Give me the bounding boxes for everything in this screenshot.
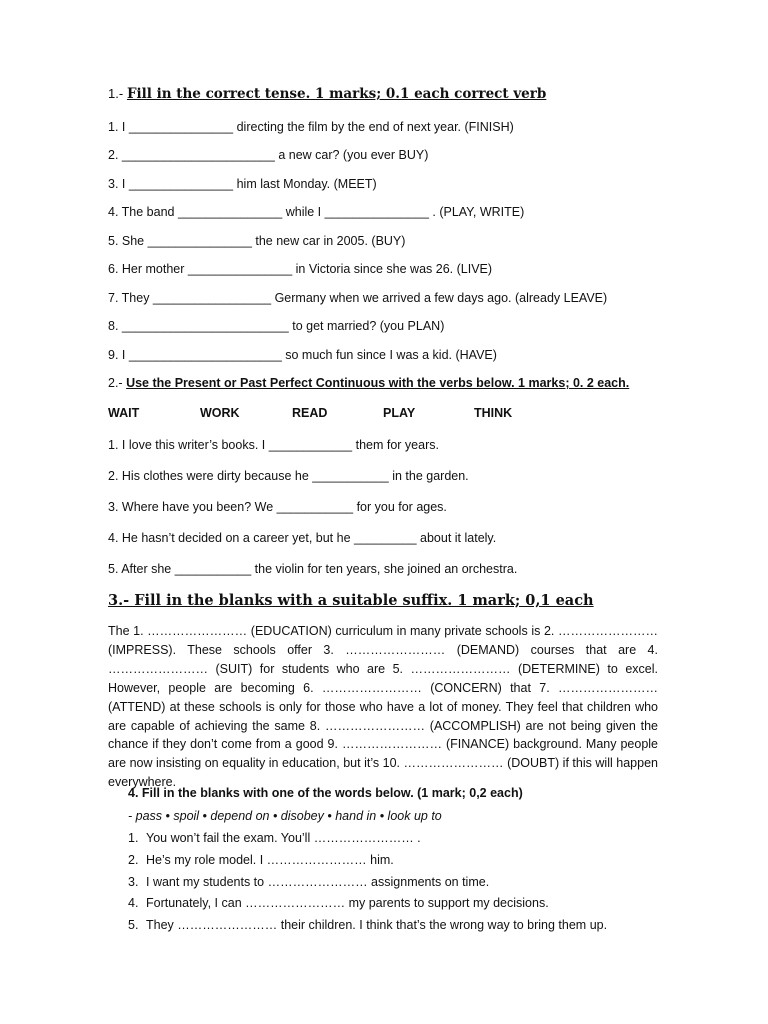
section-3-paragraph: The 1. …………………… (EDUCATION) curriculum in many private schools is 2. …………………… (IMPRESS). These schools offer 3. …………………… (DEMAND) courses that are 4. …………………… (SUIT) for students who are 5. …………………… (DETERMINE) to excel. However, people are becoming 6. …………………… (CONCERN) that 7. …………………… (ATTEND) at these schools is only for those who have a lot of money. They feel that children who are capable of achieving the same 8. …………………… (ACCOMPLISH) are not being given the chance if they don’t come from a good 9. …………………… (FINANCE) background. Many people are now insisting on equality in education, but it’s 10. …………………… (DOUBT) if this will happen everywhere. [108, 624, 658, 790]
list-item-number: 1. [128, 831, 139, 845]
list-item [128, 875, 489, 891]
section-2-number: 2.- [108, 376, 123, 390]
section-1-item: 6. Her mother _______________ in Victoria since she was 26. (LIVE) [108, 262, 493, 276]
word-bank-word: WORK [200, 406, 240, 420]
word-bank-word: WAIT [108, 406, 140, 420]
section-2-item: 4. He hasn’t decided on a career yet, but he _________ about it lately. [108, 531, 497, 545]
section-1-item: 8. ________________________ to get married? (you PLAN) [108, 319, 445, 333]
list-item-number: 2. [128, 853, 139, 867]
section-1-title: Fill in the correct tense. 1 marks; 0.1 each correct verb [126, 86, 547, 102]
section-1-item: 5. She _______________ the new car in 2005. (BUY) [108, 234, 406, 248]
section-1-item: 7. They _________________ Germany when we arrived a few days ago. (already LEAVE) [108, 291, 608, 305]
section-3-title: 3.- Fill in the blanks with a suitable suffix. 1 mark; 0,1 each [108, 592, 594, 609]
section-2-heading [108, 376, 629, 390]
section-1-item: 9. I ______________________ so much fun since I was a kid. (HAVE) [108, 348, 497, 362]
list-item-text: Fortunately, I can …………………… my parents to support my decisions. [146, 896, 549, 910]
section-1-item: 1. I _______________ directing the film by the end of next year. (FINISH) [108, 120, 514, 134]
section-1-item: 3. I _______________ him last Monday. (MEET) [108, 177, 377, 191]
section-1-number: 1.- [108, 86, 124, 101]
list-item-text: I want my students to …………………… assignments on time. [146, 875, 490, 889]
list-item [128, 853, 394, 869]
list-item [128, 831, 421, 847]
list-item-number: 3. [128, 875, 139, 889]
section-4-word-list: - pass • spoil • depend on • disobey • hand in • look up to [128, 809, 442, 823]
list-item-text: They …………………… their children. I think that’s the wrong way to bring them up. [146, 918, 608, 932]
section-2-item: 1. I love this writer’s books. I ____________ them for years. [108, 438, 439, 452]
section-1-item: 2. ______________________ a new car? (you ever BUY) [108, 148, 429, 162]
section-1-heading [108, 86, 546, 102]
section-2-item: 2. His clothes were dirty because he ___________ in the garden. [108, 469, 469, 483]
section-1-item: 4. The band _______________ while I _______________ . (PLAY, WRITE) [108, 205, 525, 219]
list-item [128, 896, 549, 912]
section-2-item: 3. Where have you been? We ___________ for you for ages. [108, 500, 447, 514]
list-item-text: You won’t fail the exam. You’ll …………………… . [146, 831, 421, 845]
word-bank-word: PLAY [383, 406, 416, 420]
section-4-title: 4. Fill in the blanks with one of the words below. (1 mark; 0,2 each) [128, 786, 523, 800]
section-2-item: 5. After she ___________ the violin for ten years, she joined an orchestra. [108, 562, 518, 576]
section-2-title: Use the Present or Past Perfect Continuous with the verbs below. 1 marks; 0. 2 each. [126, 376, 630, 390]
verb-word-bank [108, 406, 628, 422]
word-bank-word: THINK [474, 406, 513, 420]
list-item-text: He’s my role model. I …………………… him. [146, 853, 394, 867]
list-item-number: 5. [128, 918, 139, 932]
word-bank-word: READ [292, 406, 328, 420]
list-item-number: 4. [128, 896, 139, 910]
list-item [128, 918, 607, 934]
